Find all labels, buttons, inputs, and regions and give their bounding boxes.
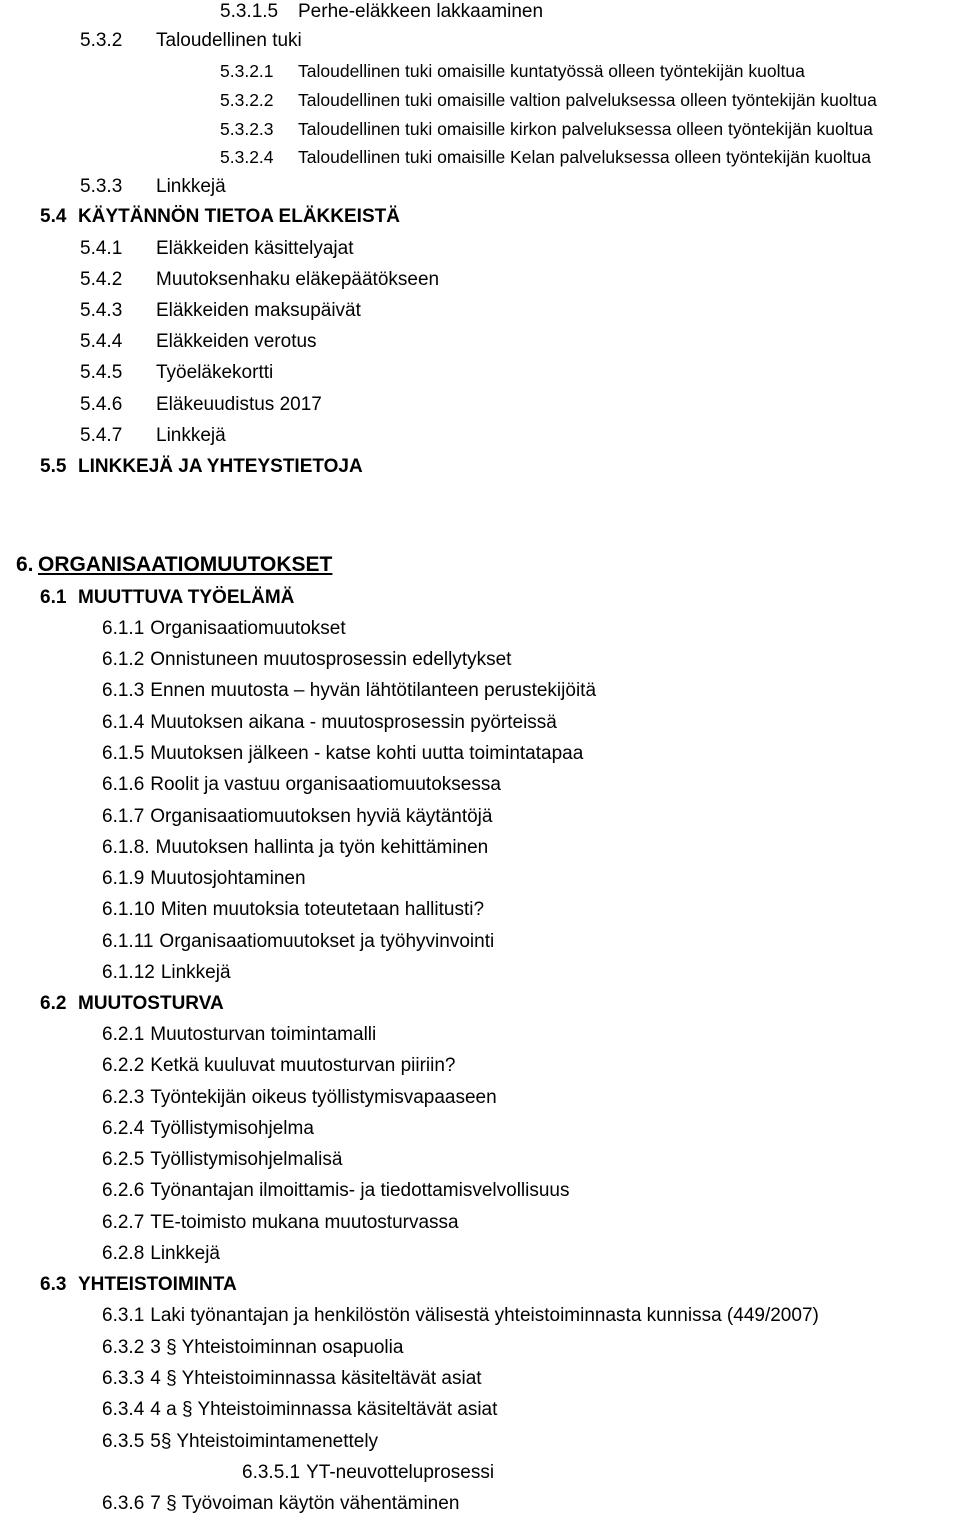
toc-entry-title: YHTEISTOIMINTA — [78, 1274, 237, 1295]
toc-entry[interactable] — [102, 648, 511, 672]
toc-entry-number: 5.4.4 — [80, 331, 123, 352]
toc-entry-number: 6.1.8. — [102, 837, 150, 858]
toc-entry-number: 6.1.1 — [102, 618, 145, 639]
toc-entry[interactable] — [220, 59, 805, 83]
toc-entry-number: 5.4.6 — [80, 394, 123, 415]
toc-entry-title: Miten muutoksia toteutetaan hallitusti? — [160, 899, 485, 920]
toc-entry-number: 6.1.4 — [102, 712, 145, 733]
toc-entry[interactable] — [102, 1304, 819, 1328]
toc-entry[interactable] — [220, 88, 877, 112]
toc-entry-title: YT-neuvotteluprosessi — [306, 1462, 495, 1483]
toc-entry-number: 6.1.9 — [102, 868, 145, 889]
toc-entry[interactable] — [102, 836, 488, 860]
toc-entry-title: Perhe-eläkkeen lakkaaminen — [298, 1, 544, 22]
toc-entry-title: Taloudellinen tuki omaisille kuntatyössä olleen työntekijän kuoltua — [298, 61, 805, 81]
toc-entry-title: Organisaatiomuutoksen hyviä käytäntöjä — [150, 806, 493, 827]
toc-entry[interactable] — [102, 1336, 403, 1360]
toc-entry-number: 6.3.2 — [102, 1337, 145, 1358]
toc-entry[interactable] — [102, 1054, 455, 1078]
toc-entry-number: 6.1.11 — [102, 931, 154, 952]
toc-entry-number: 6.1.7 — [102, 806, 145, 827]
toc-entry-number: 5.3.2.4 — [220, 147, 274, 167]
toc-entry[interactable] — [102, 1430, 378, 1454]
toc-entry-number: 5.4.5 — [80, 362, 123, 383]
toc-entry-number: 6.3.1 — [102, 1305, 145, 1326]
toc-entry-title: 5§ Yhteistoimintamenettely — [150, 1431, 379, 1452]
toc-entry-title: Työnantajan ilmoittamis- ja tiedottamisvelvollisuus — [150, 1180, 570, 1201]
toc-entry[interactable] — [220, 0, 543, 24]
toc-entry[interactable] — [80, 268, 439, 292]
toc-entry[interactable] — [80, 299, 361, 323]
toc-entry[interactable] — [80, 361, 273, 385]
toc-entry-number: 6.1.2 — [102, 649, 145, 670]
toc-entry-title: ORGANISAATIOMUUTOKSET — [38, 553, 333, 576]
toc-entry-title: Taloudellinen tuki — [156, 30, 302, 51]
toc-entry[interactable] — [242, 1461, 494, 1485]
toc-entry[interactable] — [102, 1242, 220, 1266]
toc-entry[interactable] — [102, 1086, 497, 1110]
toc-entry-title: Laki työnantajan ja henkilöstön välisestä yhteistoiminnasta kunnissa (449/2007) — [150, 1305, 819, 1326]
toc-entry[interactable] — [102, 1117, 314, 1141]
toc-entry[interactable] — [102, 930, 494, 954]
toc-entry-title: Eläkeuudistus 2017 — [156, 394, 322, 415]
toc-entry[interactable] — [102, 1492, 459, 1516]
toc-entry-title: Muutoksen aikana - muutosprosessin pyörteissä — [150, 712, 557, 733]
toc-entry-title: MUUTTUVA TYÖELÄMÄ — [78, 587, 295, 608]
toc-entry-number: 6.1.5 — [102, 743, 145, 764]
toc-entry-number: 6.2.4 — [102, 1118, 145, 1139]
toc-entry-number: 6.1.6 — [102, 774, 145, 795]
toc-entry-title: Organisaatiomuutokset — [150, 618, 346, 639]
toc-entry-number: 6.3.5 — [102, 1431, 145, 1452]
toc-entry-title: Työllistymisohjelmalisä — [150, 1149, 343, 1170]
toc-entry-title: Muutosjohtaminen — [150, 868, 306, 889]
toc-entry-number: 6.3.3 — [102, 1368, 145, 1389]
toc-entry-number: 6.2.6 — [102, 1180, 145, 1201]
toc-entry-title: Muutoksenhaku eläkepäätökseen — [156, 269, 440, 290]
toc-entry-number: 5.3.2.1 — [220, 61, 274, 81]
toc-entry-number: 5.5 — [40, 456, 67, 477]
toc-entry-title: Taloudellinen tuki omaisille kirkon palveluksessa olleen työntekijän kuoltua — [298, 119, 873, 139]
toc-entry[interactable] — [102, 1148, 342, 1172]
toc-entry[interactable] — [80, 424, 226, 448]
toc-entry-number: 5.3.3 — [80, 176, 123, 197]
toc-entry-title: Taloudellinen tuki omaisille valtion palveluksessa olleen työntekijän kuoltua — [298, 90, 877, 110]
toc-entry-number: 5.4.3 — [80, 300, 123, 321]
toc-entry-title: 4 a § Yhteistoiminnassa käsiteltävät asiat — [150, 1399, 498, 1420]
toc-entry-number: 6.2 — [40, 993, 67, 1014]
toc-entry-number: 6.3.4 — [102, 1399, 145, 1420]
toc-entry-title: Linkkejä — [156, 176, 226, 197]
toc-entry-number: 6.2.3 — [102, 1087, 145, 1108]
toc-entry-number: 6.3.5.1 — [242, 1462, 301, 1483]
toc-entry[interactable] — [40, 586, 294, 610]
toc-entry[interactable] — [102, 898, 484, 922]
toc-entry[interactable] — [102, 742, 583, 766]
toc-entry[interactable] — [16, 553, 332, 577]
toc-entry-number: 5.3.2 — [80, 30, 123, 51]
toc-entry-number: 6.2.2 — [102, 1055, 145, 1076]
toc-entry-number: 6.2.5 — [102, 1149, 145, 1170]
toc-entry-number: 6.3 — [40, 1274, 67, 1295]
toc-entry[interactable] — [80, 330, 317, 354]
toc-entry-title: 4 § Yhteistoiminnassa käsiteltävät asiat — [150, 1368, 482, 1389]
toc-entry[interactable] — [102, 1023, 376, 1047]
toc-entry-title: Työntekijän oikeus työllistymisvapaaseen — [150, 1087, 497, 1108]
toc-entry-title: Työllistymisohjelma — [150, 1118, 314, 1139]
toc-entry[interactable] — [40, 205, 400, 229]
toc-entry-number: 5.3.2.3 — [220, 119, 274, 139]
toc-entry-number: 6.3.6 — [102, 1493, 145, 1514]
toc-entry[interactable] — [102, 679, 596, 703]
toc-entry[interactable] — [102, 1211, 459, 1235]
toc-entry[interactable] — [80, 175, 226, 199]
toc-entry[interactable] — [102, 961, 231, 985]
toc-entry[interactable] — [80, 237, 354, 261]
toc-entry[interactable] — [102, 867, 306, 891]
toc-entry-title: Eläkkeiden verotus — [156, 331, 317, 352]
toc-entry-number: 6.2.7 — [102, 1212, 145, 1233]
toc-entry-number: 6.2.1 — [102, 1024, 145, 1045]
toc-entry-number: 5.4 — [40, 206, 67, 227]
toc-entry-number: 6.1.3 — [102, 680, 145, 701]
toc-entry-number: 6.1.10 — [102, 899, 155, 920]
toc-entry-title: Ketkä kuuluvat muutosturvan piiriin? — [150, 1055, 456, 1076]
toc-entry-title: Muutoksen hallinta ja työn kehittäminen — [155, 837, 489, 858]
toc-entry[interactable] — [80, 393, 322, 417]
toc-entry-number: 5.3.1.5 — [220, 1, 279, 22]
toc-entry-title: Muutosturvan toimintamalli — [150, 1024, 377, 1045]
toc-entry-title: 7 § Työvoiman käytön vähentäminen — [150, 1493, 460, 1514]
toc-entry-title: Eläkkeiden käsittelyajat — [156, 238, 354, 259]
toc-entry-title: Ennen muutosta – hyvän lähtötilanteen perustekijöitä — [150, 680, 597, 701]
toc-entry-number: 5.3.2.2 — [220, 90, 274, 110]
toc-entry-title: Linkkejä — [150, 1243, 220, 1264]
toc-entry-title: Muutoksen jälkeen - katse kohti uutta toimintatapaa — [150, 743, 584, 764]
toc-entry[interactable] — [102, 617, 346, 641]
toc-entry[interactable] — [80, 29, 302, 53]
toc-entry[interactable] — [40, 455, 363, 479]
toc-entry[interactable] — [102, 711, 557, 735]
toc-entry[interactable] — [102, 773, 501, 797]
toc-entry-number: 6.1.12 — [102, 962, 155, 983]
toc-entry[interactable] — [102, 805, 492, 829]
toc-entry-number: 5.4.2 — [80, 269, 123, 290]
toc-entry-title: 3 § Yhteistoiminnan osapuolia — [150, 1337, 404, 1358]
toc-entry[interactable] — [40, 1273, 237, 1297]
toc-entry-number: 6.2.8 — [102, 1243, 145, 1264]
toc-entry-number: 5.4.1 — [80, 238, 123, 259]
toc-entry[interactable] — [102, 1367, 482, 1391]
toc-entry[interactable] — [102, 1398, 497, 1422]
toc-entry-number: 5.4.7 — [80, 425, 123, 446]
toc-entry[interactable] — [220, 117, 873, 141]
toc-entry-title: Organisaatiomuutokset ja työhyvinvointi — [159, 931, 495, 952]
toc-entry-title: Onnistuneen muutosprosessin edellytykset — [150, 649, 512, 670]
toc-entry-title: MUUTOSTURVA — [78, 993, 224, 1014]
toc-entry-title: Roolit ja vastuu organisaatiomuutoksessa — [150, 774, 501, 795]
toc-entry-number: 6. — [16, 553, 34, 576]
toc-entry-title: LINKKEJÄ JA YHTEYSTIETOJA — [78, 456, 363, 477]
toc-entry-title: Taloudellinen tuki omaisille Kelan palveluksessa olleen työntekijän kuoltua — [298, 147, 871, 167]
toc-entry[interactable] — [220, 145, 871, 169]
toc-entry-title: TE-toimisto mukana muutosturvassa — [150, 1212, 459, 1233]
toc-entry-title: KÄYTÄNNÖN TIETOA ELÄKKEISTÄ — [78, 206, 400, 227]
toc-entry-title: Linkkejä — [156, 425, 226, 446]
toc-entry-title: Eläkkeiden maksupäivät — [156, 300, 361, 321]
toc-entry-number: 6.1 — [40, 587, 67, 608]
toc-entry-title: Työeläkekortti — [156, 362, 274, 383]
toc-entry-title: Linkkejä — [160, 962, 231, 983]
toc-entry[interactable] — [40, 992, 224, 1016]
toc-entry[interactable] — [102, 1179, 570, 1203]
